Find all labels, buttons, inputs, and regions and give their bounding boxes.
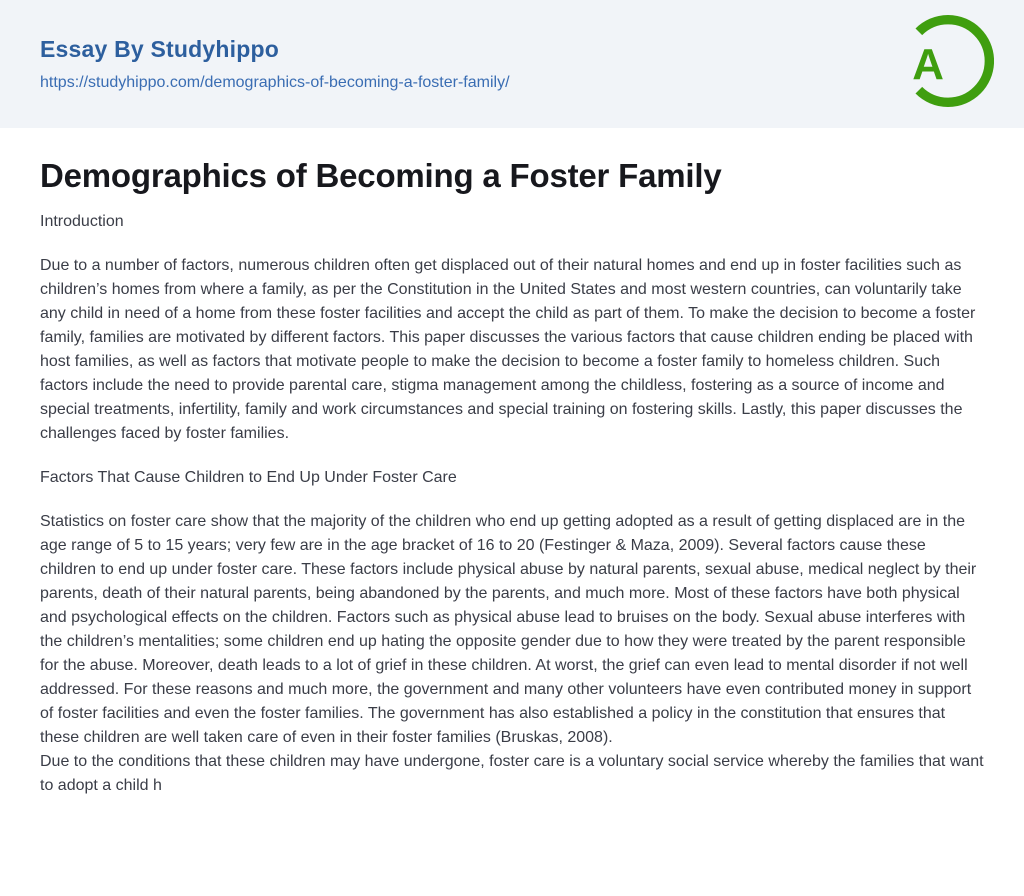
- studyhippo-logo-icon: [902, 15, 994, 107]
- factors-paragraph-continued: Due to the conditions that these children may have undergone, foster care is a voluntary social service whereby the families that want to adopt a child h: [40, 752, 984, 794]
- intro-paragraph: Due to a number of factors, numerous children often get displaced out of their natural homes and end up in foster facilities such as children’s homes from where a family, as per the Constitution in the United States and most western countries, can voluntarily take any child in need of a home from these foster facilities and accept the child as part of them. To make the decision to become a foster family, families are motivated by different factors. This paper discusses the various factors that cause children ending be placed with host families, as well as factors that motivate people to make the decision to become a foster family to homeless children. Such factors include the need to provide parental care, stigma management among the childless, fostering as a source of income and special treatments, infertility, family and work circumstances and special training on fostering skills. Lastly, this paper discusses the challenges faced by foster families.: [40, 256, 976, 442]
- essay-title: Demographics of Becoming a Foster Family: [40, 157, 722, 194]
- page-header: [0, 0, 1024, 128]
- factors-paragraph-group: [40, 510, 984, 798]
- section-heading-factors: Factors That Cause Children to End Up Under Foster Care: [40, 468, 457, 486]
- essay-content: [0, 128, 1024, 798]
- header-text-block: [40, 36, 510, 92]
- factors-paragraph: Statistics on foster care show that the majority of the children who end up getting adopted as a result of getting displaced are in the age range of 5 to 15 years; very few are in the age bracket of 16 to 20 (Festinger & Maza, 2009). Several factors cause these children to end up under foster care. These factors include physical abuse by natural parents, sexual abuse, medical neglect by their parents, death of their natural parents, being abandoned by the parents, and much more. Most of these factors have both physical and psychological effects on the children. Factors such as physical abuse lead to bruises on the body. Sexual abuse interferes with the children’s mentalities; some children end up hating the opposite gender due to how they were treated by the parent responsible for the abuse. Moreover, death leads to a lot of grief in these children. At worst, the grief can even lead to mental disorder if not well addressed. For these reasons and much more, the government and many other volunteers have even contributed money in support of foster facilities and even the foster families. The government has also established a policy in the constitution that ensures that these children are well taken care of even in their foster families (Bruskas, 2008).: [40, 512, 977, 746]
- logo-arc-icon: [902, 15, 994, 107]
- site-title: Essay By Studyhippo: [40, 36, 279, 62]
- page-url-link[interactable]: https://studyhippo.com/demographics-of-becoming-a-foster-family/: [40, 74, 510, 91]
- logo-letter: A: [912, 39, 944, 89]
- section-heading-introduction: Introduction: [40, 212, 124, 230]
